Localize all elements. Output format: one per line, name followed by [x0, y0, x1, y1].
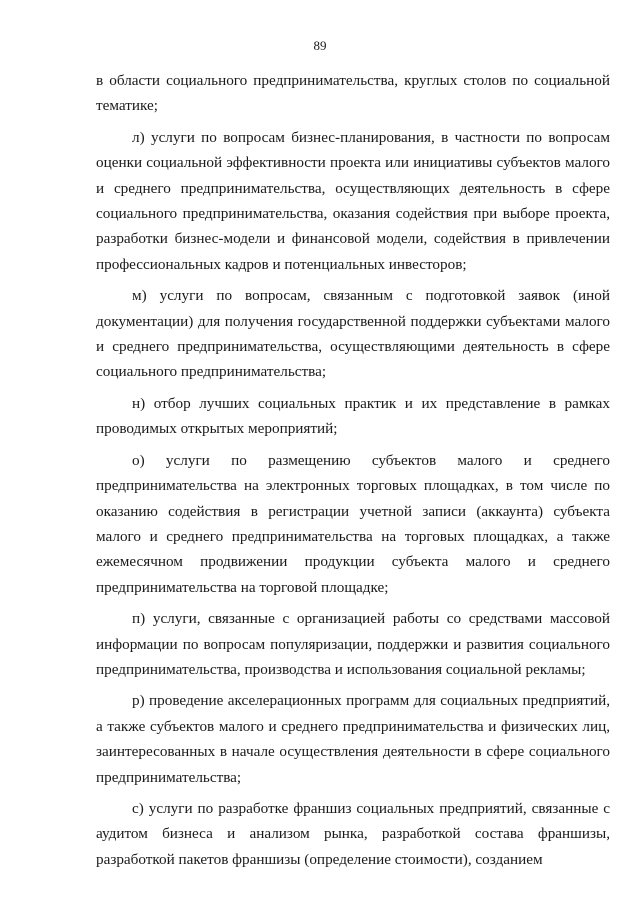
paragraph-item-o: о) услуги по размещению субъектов малого и среднего предпринимательства на электронных торговых площадках, в том числе по оказанию содействия в регистрации учетной записи (аккаунта) субъекта малого и среднего предпринимательства на торговых площадках, а также ежемесячном продвижении продукции субъекта малого и среднего предпринимательства на торговой площадке; [96, 451, 610, 596]
paragraph-item-s: с) услуги по разработке франшиз социальных предприятий, связанные с аудитом бизнеса и анализом рынка, разработкой состава франшизы, разработкой пакетов франшизы (определение стоимости), созданием [96, 799, 610, 868]
paragraph-item-r: р) проведение акселерационных программ для социальных предприятий, а также субъектов малого и среднего предпринимательства и физических лиц, заинтересованных в начале осуществления деятельности в сфере социального предпринимательства; [96, 692, 610, 786]
page-number: 89 [313, 38, 327, 53]
paragraph-item-n: н) отбор лучших социальных практик и их представление в рамках проводимых открытых мероприятий; [96, 394, 610, 438]
document-body [96, 68, 610, 872]
paragraph-continuation: в области социального предпринимательства, круглых столов по социальной тематике; [96, 72, 610, 115]
paragraph-item-p: п) услуги, связанные с организацией работы со средствами массовой информации по вопросам популяризации, поддержки и развития социального предпринимательства, производства и использования социальной рекламы; [96, 610, 610, 678]
paragraph-item-l: л) услуги по вопросам бизнес-планирования, в частности по вопросам оценки социальной эффективности проекта или инициативы субъектов малого и среднего предпринимательства, осуществляющих деятельность в сфере социального предпринимательства, оказания содействия при выборе проекта, разработки бизнес-модели и финансовой модели, содействия в привлечении профессиональных кадров и потенциальных инвесторов; [96, 128, 610, 273]
paragraph-item-m: м) услуги по вопросам, связанным с подготовкой заявок (иной документации) для получения государственной поддержки субъектами малого и среднего предпринимательства, осуществляющими деятельность в сфере социального предпринимательства; [96, 287, 610, 381]
